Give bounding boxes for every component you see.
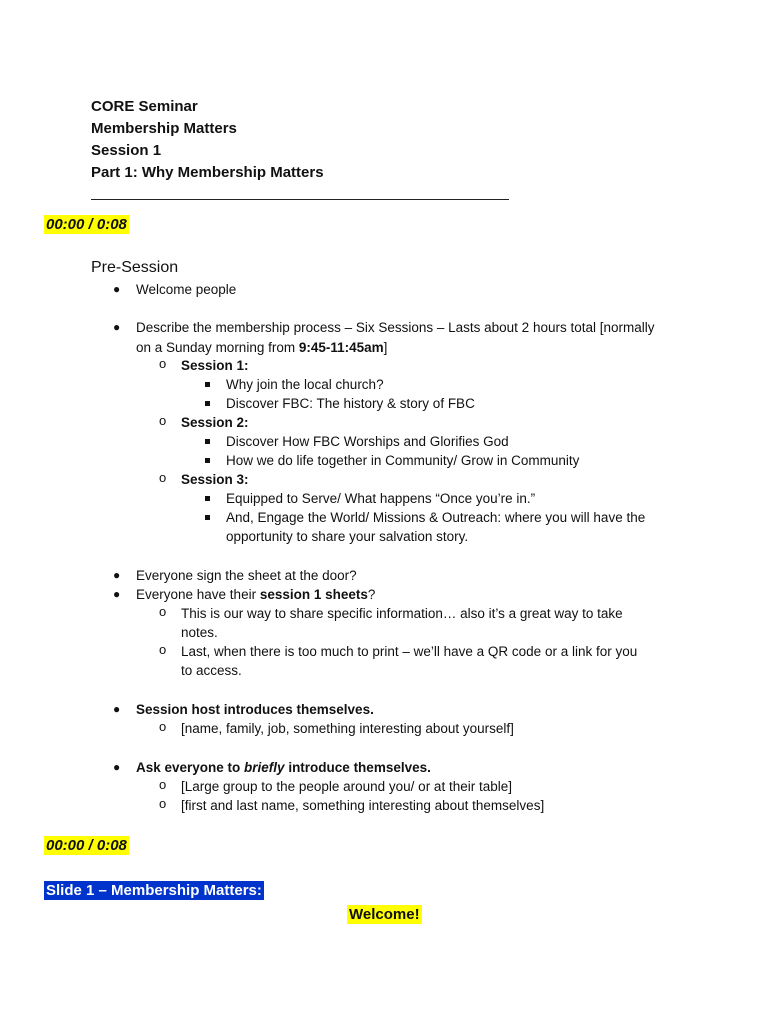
section-title: Pre-Session [91,259,179,276]
square-bullet-icon [205,515,210,520]
bullet-icon: ● [113,282,121,296]
time-marker-text: 00:00 / 0:08 [46,216,127,233]
square-bullet-icon [205,458,210,463]
sub-item-session-3: Session 3: [181,472,249,487]
bullet-icon: ● [113,760,121,774]
sub-sub-item: Discover How FBC Worships and Glorifies God [226,434,509,449]
list-item-describe-cont [136,338,387,357]
circle-bullet-icon: o [159,470,167,485]
sub-sub-item-cont: opportunity to share your salvation story. [226,529,469,544]
document-header [91,96,324,184]
sub-item-cont: notes. [181,625,218,640]
square-bullet-icon [205,401,210,406]
seminar-title: CORE Seminar [91,98,198,115]
list-item-ask [136,758,431,777]
text: Everyone have their [136,587,260,602]
circle-bullet-icon: o [159,642,167,657]
time-marker-1 [44,216,129,233]
list-item-describe: Describe the membership process – Six Sessions – Lasts about 2 hours total [normally [136,320,655,335]
header-rule [91,199,509,200]
text: introduce themselves. [284,760,431,775]
sub-item: Last, when there is too much to print – we’ll have a QR code or a link for you [181,644,638,659]
sub-item: [first and last name, something interesting about themselves] [181,798,545,813]
circle-bullet-icon: o [159,413,167,428]
session-label: Session 1 [91,142,162,159]
sub-item-session-2: Session 2: [181,415,249,430]
sub-item: [name, family, job, something interesting about yourself] [181,721,514,736]
circle-bullet-icon: o [159,604,167,619]
seminar-subtitle: Membership Matters [91,120,237,137]
text: Ask everyone to [136,760,245,775]
sub-sub-item: Equipped to Serve/ What happens “Once you’re in.” [226,491,536,506]
list-item-sheets [136,585,375,604]
bullet-icon: ● [113,320,121,334]
text: ] [383,340,388,355]
time-marker-2 [44,837,129,854]
sub-item-cont: to access. [181,663,242,678]
square-bullet-icon [205,439,210,444]
sub-item: This is our way to share specific information… also it’s a great way to take [181,606,623,621]
circle-bullet-icon: o [159,777,167,792]
bullet-icon: ● [113,587,121,601]
square-bullet-icon [205,382,210,387]
text: ? [367,587,376,602]
bullet-icon: ● [113,568,121,582]
sub-sub-item: And, Engage the World/ Missions & Outreach: where you will have the [226,510,646,525]
time-marker-text: 00:00 / 0:08 [46,837,127,854]
circle-bullet-icon: o [159,796,167,811]
bullet-icon: ● [113,702,121,716]
sub-sub-item: Why join the local church? [226,377,384,392]
session-sheets: session 1 sheets [259,587,368,602]
circle-bullet-icon: o [159,356,167,371]
emphasis: briefly [244,760,285,775]
sub-sub-item: Discover FBC: The history & story of FBC [226,396,475,411]
square-bullet-icon [205,496,210,501]
sub-item-session-1: Session 1: [181,358,249,373]
list-item-sign: Everyone sign the sheet at the door? [136,568,357,583]
text: on a Sunday morning from [136,340,299,355]
circle-bullet-icon: o [159,719,167,734]
welcome-label: Welcome! [349,906,420,923]
part-title: Part 1: Why Membership Matters [91,164,324,181]
list-item-welcome: Welcome people [136,282,237,297]
sub-sub-item: How we do life together in Community/ Grow in Community [226,453,580,468]
time-range: 9:45-11:45am [298,340,384,355]
slide-label: Slide 1 – Membership Matters: [46,882,262,899]
list-item-host: Session host introduces themselves. [136,702,374,717]
sub-item: [Large group to the people around you/ or at their table] [181,779,512,794]
